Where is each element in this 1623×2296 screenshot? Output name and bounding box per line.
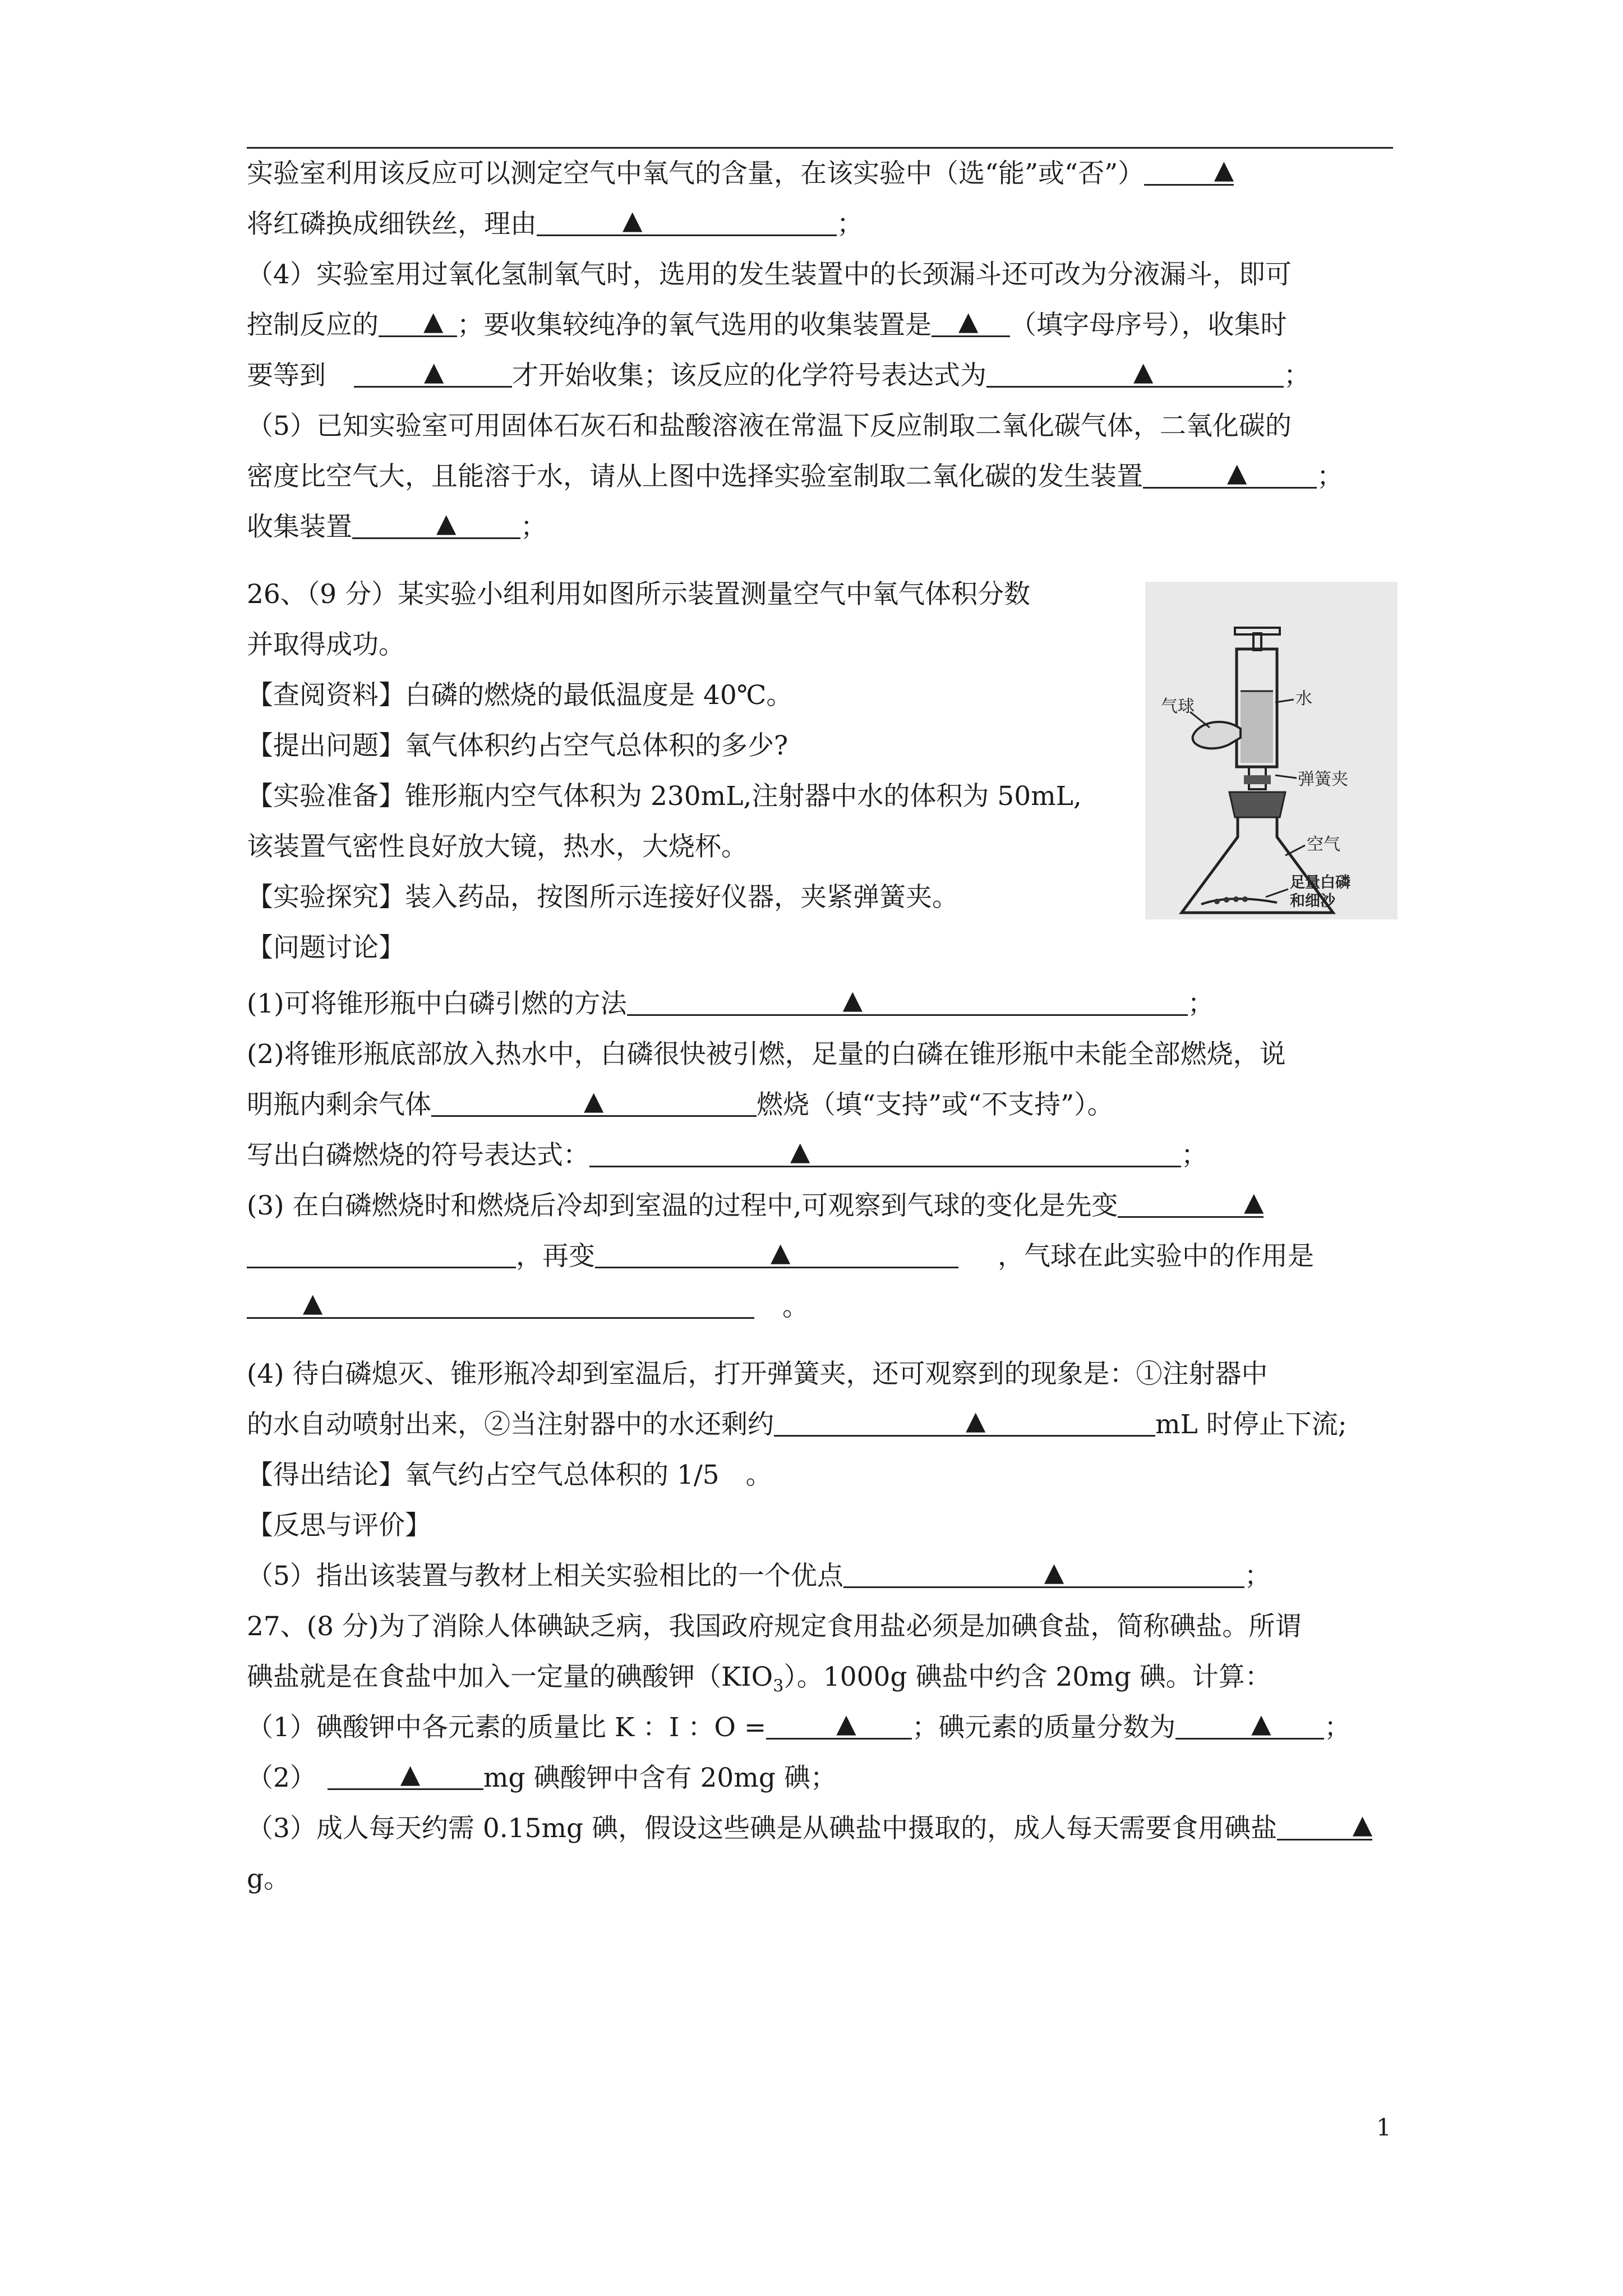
text: ； (1284, 360, 1310, 391)
text: ； (1317, 461, 1343, 492)
text-line (247, 1037, 1286, 1073)
answer-blank[interactable] (1175, 1710, 1324, 1740)
text: 才开始收集；该反应的化学符号表达式为 (512, 360, 986, 391)
answer-blank[interactable] (537, 206, 837, 236)
text: ；要收集较纯净的氧气选用的收集装置是 (457, 310, 932, 341)
answer-blank[interactable] (595, 1239, 958, 1268)
text: 。 (782, 1291, 809, 1322)
triangle-marker: ▲ (1044, 1557, 1064, 1587)
text: 【提出问题】氧气体积约占空气总体积的多少? (247, 730, 789, 761)
page-number: 1 (1376, 2114, 1391, 2141)
answer-blank[interactable] (774, 1407, 1155, 1437)
text-line (247, 627, 405, 663)
text: ； (1244, 1561, 1271, 1591)
text: 燃烧（填“支持”或“不支持”）。 (757, 1089, 1114, 1120)
triangle-marker: ▲ (436, 508, 457, 538)
label-balloon: 气球 (1161, 697, 1195, 716)
text: 27、(8 分)为了消除人体碘缺乏病，我国政府规定食用盐必须是加碘食盐，简称碘盐。所谓 (247, 1611, 1302, 1642)
text: 【问题讨论】 (247, 932, 405, 963)
text-line (247, 1087, 1114, 1123)
answer-blank[interactable] (932, 307, 1010, 337)
answer-blank[interactable] (354, 358, 512, 388)
text: 控制反应的 (247, 310, 379, 341)
label-water: 水 (1295, 689, 1312, 708)
text-line (247, 1188, 1264, 1224)
text: 的水自动喷射出来，②当注射器中的水还剩约 (247, 1409, 774, 1440)
text-line (247, 1710, 1350, 1746)
triangle-marker: ▲ (1133, 356, 1154, 386)
text-line (247, 1760, 837, 1796)
text: (3) 在白磷燃烧时和燃烧后冷却到室温的过程中,可观察到气球的变化是先变 (247, 1190, 1118, 1221)
triangle-marker: ▲ (424, 356, 444, 386)
text-line (247, 206, 863, 242)
text-line (247, 1508, 431, 1544)
text: 要等到 (247, 360, 326, 391)
syringe (1235, 628, 1280, 789)
text-line (247, 1407, 1347, 1443)
text: 写出白磷燃烧的符号表达式： (247, 1140, 589, 1171)
text-line (247, 257, 1292, 293)
text: mL 时停止下流; (1155, 1409, 1347, 1440)
text-line (247, 1289, 809, 1325)
triangle-marker: ▲ (1227, 457, 1247, 487)
balloon (1193, 722, 1241, 748)
text-line (247, 930, 405, 966)
label-air: 空气 (1307, 835, 1340, 854)
text: （1）碘酸钾中各元素的质量比 K ：I ：O = (247, 1712, 767, 1743)
text: mg 碘酸钾中含有 20mg 碘； (483, 1763, 837, 1793)
answer-blank[interactable] (986, 358, 1284, 388)
text-line (247, 829, 748, 865)
text-line (247, 509, 547, 545)
text-line (247, 1138, 1207, 1174)
text-line (247, 1811, 1372, 1847)
text-line (247, 1457, 772, 1493)
text: ； (837, 209, 863, 240)
text: 【查阅资料】白磷的燃烧的最低温度是 40℃。 (247, 680, 793, 711)
triangle-marker: ▲ (1251, 1708, 1271, 1738)
text: 【实验探究】装入药品，按图所示连接好仪器，夹紧弹簧夹。 (247, 882, 958, 913)
text: ，再变 (516, 1241, 595, 1272)
text: 【得出结论】氧气约占空气总体积的 1/5 。 (247, 1460, 772, 1490)
triangle-marker: ▲ (584, 1085, 604, 1116)
text: 并取得成功。 (247, 629, 405, 660)
text: ；碘元素的质量分数为 (912, 1712, 1176, 1743)
triangle-marker: ▲ (790, 1136, 810, 1166)
answer-blank[interactable] (1118, 1188, 1264, 1218)
answer-blank[interactable] (766, 1710, 912, 1740)
text: （2） (247, 1763, 316, 1793)
triangle-marker: ▲ (836, 1708, 856, 1738)
answer-blank[interactable] (328, 1760, 483, 1790)
text-line (247, 728, 788, 764)
question-heading (247, 1609, 1301, 1645)
answer-blank[interactable] (431, 1087, 757, 1117)
text: 收集装置 (247, 512, 352, 542)
text: 该装置气密性良好放大镜，热水，大烧杯。 (247, 831, 748, 862)
triangle-marker: ▲ (771, 1237, 791, 1267)
text-line (247, 156, 1234, 192)
label-phosphorus: 足量白磷 (1290, 874, 1350, 891)
text-line (247, 1558, 1271, 1594)
text: ； (1181, 1140, 1207, 1171)
text: ，气球在此实验中的作用是 (998, 1241, 1314, 1272)
text: 明瓶内剩余气体 (247, 1089, 431, 1120)
text-line (247, 1659, 1271, 1695)
triangle-marker: ▲ (623, 205, 643, 235)
text: ； (1324, 1712, 1351, 1743)
triangle-marker: ▲ (958, 306, 979, 336)
text: (4) 待白磷熄灭、锥形瓶冷却到室温后，打开弹簧夹，还可观察到的现象是：①注射器中 (247, 1359, 1268, 1389)
answer-blank[interactable] (352, 509, 520, 539)
triangle-marker: ▲ (303, 1287, 323, 1318)
triangle-marker: ▲ (400, 1759, 421, 1789)
text: 将红磷换成细铁丝，理由 (247, 209, 537, 240)
triangle-marker: ▲ (423, 306, 444, 336)
text: 密度比空气大，且能溶于水，请从上图中选择实验室制取二氧化碳的发生装置 (247, 461, 1143, 492)
text: 【实验准备】锥形瓶内空气体积为 230mL,注射器中水的体积为 50mL, (247, 781, 1082, 812)
text-line (247, 459, 1343, 495)
text: 实验室利用该反应可以测定空气中氧气的含量，在该实验中（选“能”或“否”） (247, 158, 1145, 189)
text: 26、（9 分）某实验小组利用如图所示装置测量空气中氧气体积分数 (247, 579, 1031, 610)
triangle-marker: ▲ (842, 984, 863, 1015)
triangle-marker: ▲ (1214, 154, 1234, 185)
text-line (247, 1861, 290, 1897)
text-line (247, 678, 792, 714)
question-heading (247, 577, 1030, 613)
answer-blank[interactable] (589, 1138, 1181, 1167)
answer-blank[interactable] (843, 1558, 1244, 1588)
text: g。 (247, 1864, 291, 1894)
apparatus-figure (1145, 582, 1398, 919)
label-clip: 弹簧夹 (1298, 770, 1348, 789)
subscript: 3 (773, 1676, 784, 1696)
answer-blank[interactable] (1277, 1811, 1372, 1841)
text-line (247, 1239, 1314, 1274)
text-line (247, 779, 1082, 815)
triangle-marker: ▲ (966, 1405, 986, 1435)
text-line (247, 358, 1310, 394)
text-line (247, 880, 958, 915)
text: (2)将锥形瓶底部放入热水中，白磷很快被引燃，足量的白磷在锥形瓶中未能全部燃烧，说 (247, 1039, 1286, 1070)
text: 碘盐就是在食盐中加入一定量的碘酸钾（KIO (247, 1662, 773, 1692)
text: ； (1187, 988, 1214, 1019)
text: 【反思与评价】 (247, 1510, 431, 1541)
triangle-marker: ▲ (1244, 1186, 1264, 1217)
text: （4）实验室用过氧化氢制氧气时，选用的发生装置中的长颈漏斗还可改为分液漏斗，即可 (247, 259, 1292, 290)
text-line (247, 408, 1292, 444)
text: ； (520, 512, 547, 542)
text-line (247, 307, 1287, 343)
text: （填字母序号），收集时 (1010, 310, 1287, 341)
text-line (247, 986, 1214, 1022)
answer-blank[interactable] (1144, 156, 1234, 186)
text: (1)可将锥形瓶中白磷引燃的方法 (247, 988, 627, 1019)
text: （5）指出该装置与教材上相关实验相比的一个优点 (247, 1561, 843, 1591)
header-rule (247, 147, 1393, 149)
answer-blank-continued[interactable] (247, 1239, 516, 1268)
text: ）。1000g 碘盐中约含 20mg 碘。计算： (783, 1662, 1271, 1692)
text: （5）已知实验室可用固体石灰石和盐酸溶液在常温下反应制取二氧化碳气体，二氧化碳的 (247, 411, 1292, 441)
text-line (247, 1356, 1268, 1392)
answer-blank[interactable] (627, 986, 1188, 1016)
triangle-marker: ▲ (1352, 1809, 1373, 1839)
label-sand: 和细沙 (1290, 892, 1335, 910)
spring-clip (1244, 775, 1271, 784)
answer-blank[interactable] (1143, 459, 1317, 489)
answer-blank[interactable] (379, 307, 457, 337)
rubber-stopper (1229, 792, 1285, 817)
text: （3）成人每天约需 0.15mg 碘，假设这些碘是从碘盐中摄取的，成人每天需要食用碘盐 (247, 1813, 1278, 1844)
answer-blank[interactable] (247, 1289, 754, 1319)
